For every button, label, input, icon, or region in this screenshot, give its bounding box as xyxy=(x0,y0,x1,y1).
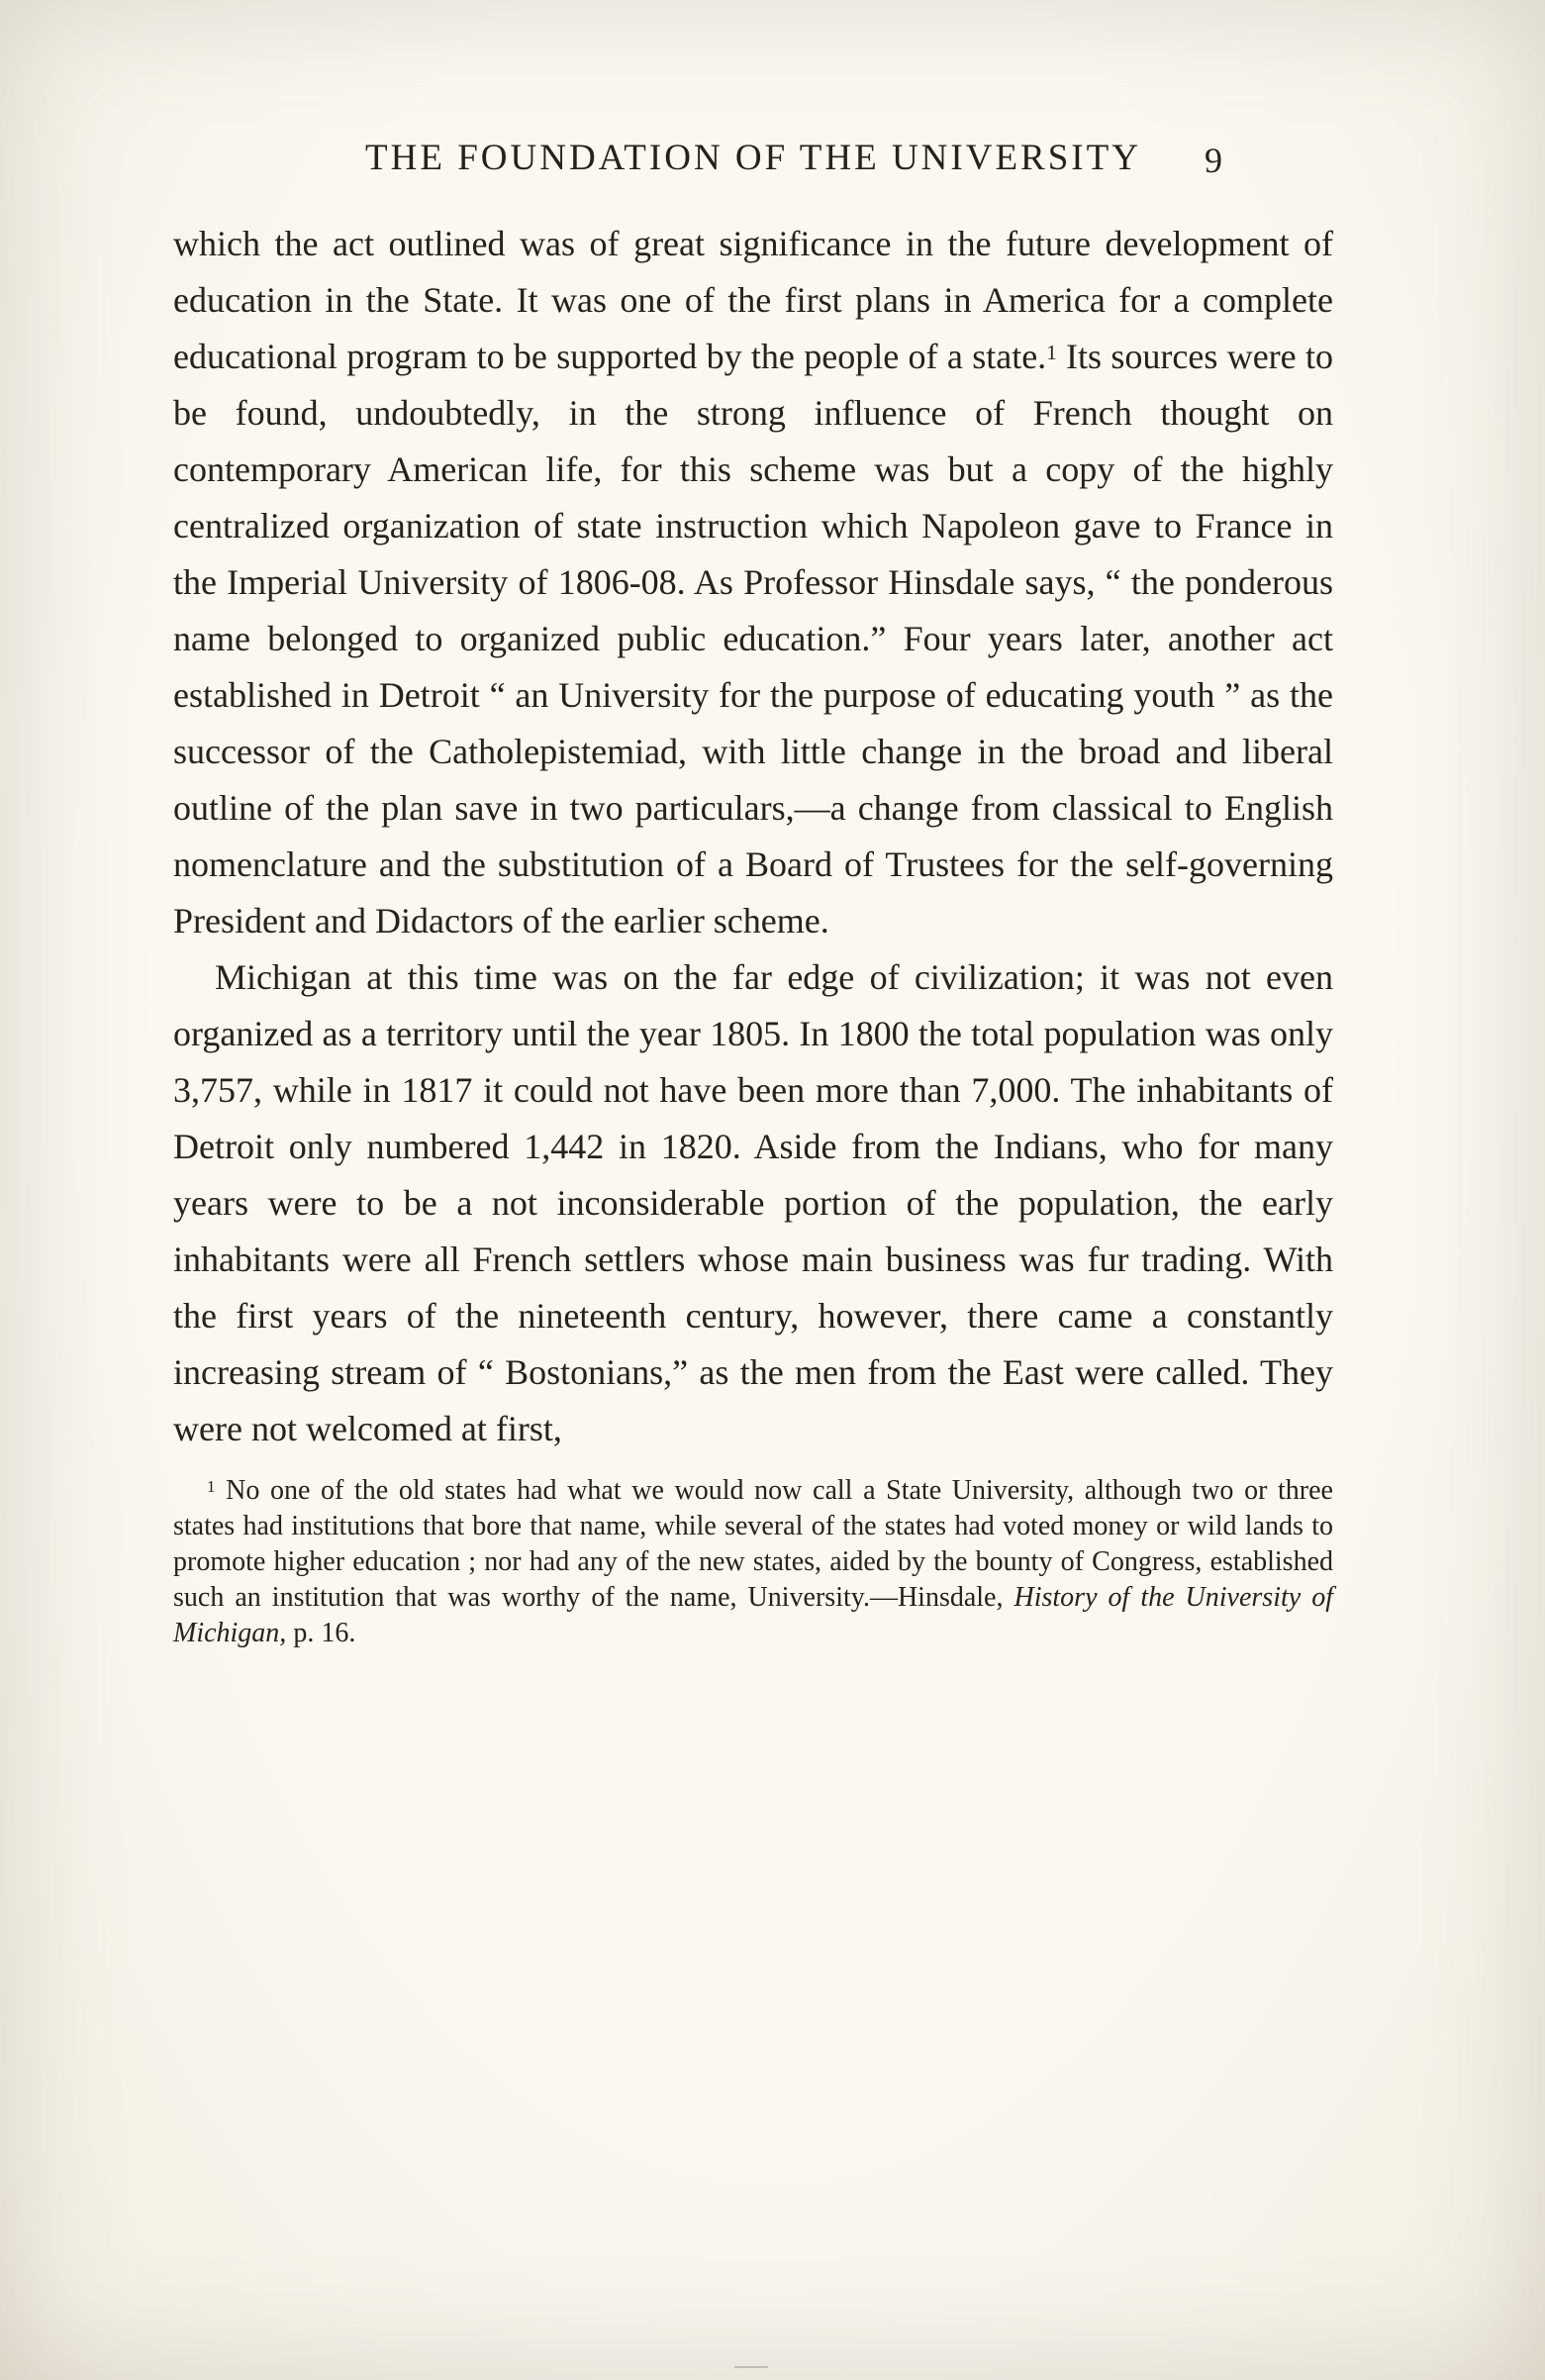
text-column xyxy=(173,137,1333,1651)
page-header xyxy=(173,137,1333,188)
footnote xyxy=(173,1473,1333,1651)
paragraph-1 xyxy=(173,216,1333,949)
running-title: THE FOUNDATION OF THE UNIVERSITY xyxy=(365,138,1141,178)
paragraph-1-text-before-note: which the act outlined was of great significance in the future development of education in the State. It was one of the first plans in America for a complete educational program to be supported by the people of a state. xyxy=(173,224,1333,376)
paragraph-1-text-after-note: Its sources were to be found, undoubtedly, in the strong influence of French thought on contemporary American life, for this scheme was but a copy of the highly centralized organization of state instruction which Napoleon gave to France in the Imperial University of 1806-08. As Professor Hinsdale says, “ the ponderous name belonged to organized public education.” Four years later, another act established in Detroit “ an University for the purpose of educating youth ” as the successor of the Catholepistemiad, with little change in the broad and liberal outline of the plan save in two particulars,—a change from classical to English nomenclature and the substitution of a Board of Trustees for the self-governing President and Didactors of the earlier scheme. xyxy=(173,337,1333,941)
page-number: 9 xyxy=(1205,141,1222,180)
footnote-marker: 1 xyxy=(207,1477,216,1496)
scan-artifact xyxy=(734,2366,768,2368)
footnote-citation-title: History of the University of Michigan, xyxy=(173,1582,1333,1648)
page-body xyxy=(173,216,1333,1651)
footnote-text-roman-after: p. 16. xyxy=(286,1618,356,1648)
footnote-text-roman-before: No one of the old states had what we would now call a State University, although two or three states had institutions that bore that name, while several of the states had voted money or wild lands to promote higher education ; nor had any of the new states, aided by the bounty of Congress, established such an institution that was worthy of the name, University.—Hinsdale, xyxy=(173,1475,1333,1613)
footnote-reference: 1 xyxy=(1046,341,1057,364)
paragraph-2: Michigan at this time was on the far edge of civilization; it was not even organized as a territory until the year 1805. In 1800 the total population was only 3,757, while in 1817 it could not have been more than 7,000. The inhabitants of Detroit only numbered 1,442 in 1820. Aside from the Indians, who for many years were to be a not inconsiderable portion of the population, the early inhabitants were all French settlers whose main business was fur trading. With the first years of the nineteenth century, however, there came a constantly increasing stream of “ Bostonians,” as the men from the East were called. They were not welcomed at first, xyxy=(173,957,1333,1448)
footnote-text xyxy=(173,1473,1333,1651)
